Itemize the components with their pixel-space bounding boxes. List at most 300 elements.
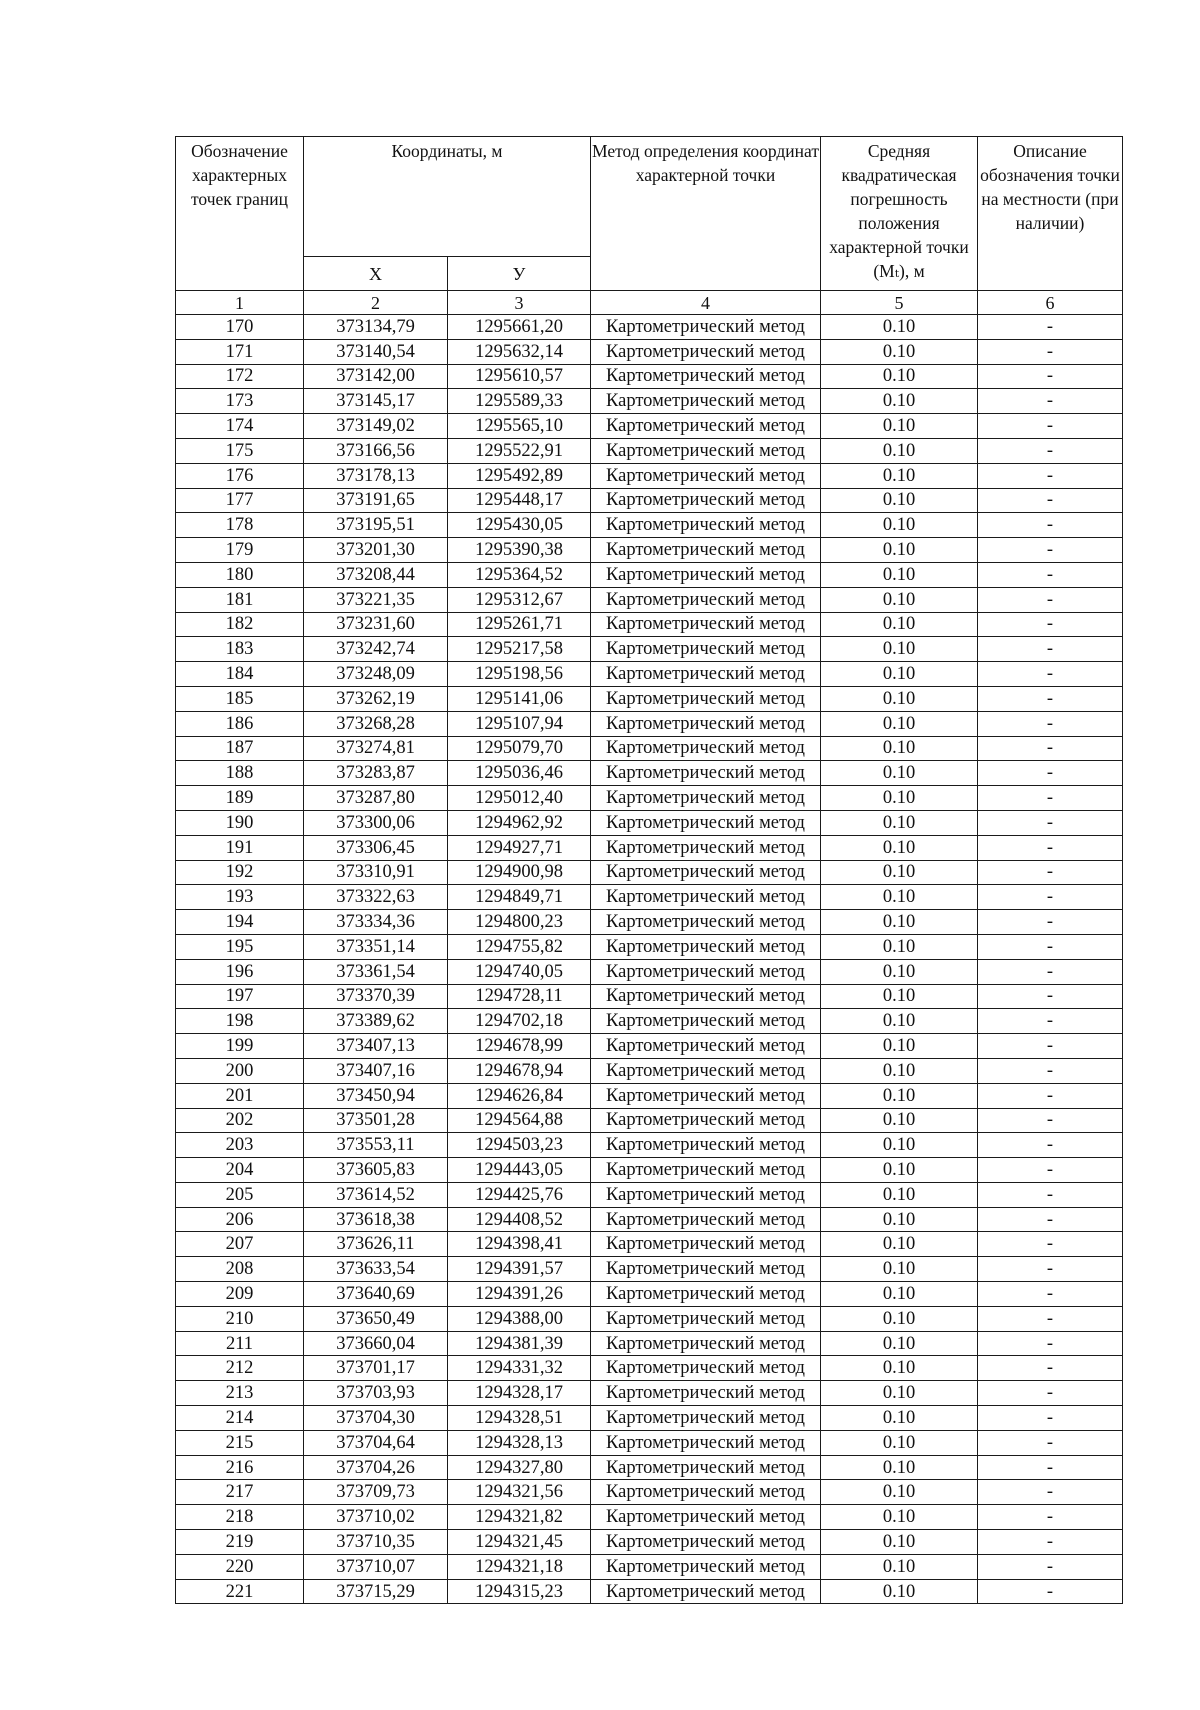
- x-coordinate-cell: 373300,06: [304, 810, 448, 835]
- description-cell: -: [978, 736, 1123, 761]
- error-cell: 0.10: [821, 637, 978, 662]
- x-coordinate-cell: 373715,29: [304, 1579, 448, 1604]
- error-cell: 0.10: [821, 1282, 978, 1307]
- point-number-cell: 205: [176, 1182, 304, 1207]
- point-number-cell: 206: [176, 1207, 304, 1232]
- error-cell: 0.10: [821, 1232, 978, 1257]
- method-cell: Картометрический метод: [591, 1356, 821, 1381]
- point-number-cell: 219: [176, 1530, 304, 1555]
- point-number-cell: 187: [176, 736, 304, 761]
- description-cell: -: [978, 438, 1123, 463]
- table-row: [176, 1207, 1123, 1232]
- y-coordinate-cell: 1294328,17: [448, 1381, 591, 1406]
- y-coordinate-cell: 1294381,39: [448, 1331, 591, 1356]
- method-cell: Картометрический метод: [591, 1331, 821, 1356]
- point-number-cell: 202: [176, 1108, 304, 1133]
- error-cell: 0.10: [821, 1554, 978, 1579]
- column-number: 3: [448, 291, 591, 315]
- x-coordinate-cell: 373208,44: [304, 562, 448, 587]
- x-coordinate-cell: 373283,87: [304, 761, 448, 786]
- description-cell: -: [978, 1530, 1123, 1555]
- x-coordinate-cell: 373142,00: [304, 364, 448, 389]
- x-coordinate-cell: 373704,64: [304, 1430, 448, 1455]
- x-coordinate-cell: 373274,81: [304, 736, 448, 761]
- point-number-cell: 176: [176, 463, 304, 488]
- y-coordinate-cell: 1294388,00: [448, 1306, 591, 1331]
- table-row: [176, 438, 1123, 463]
- method-cell: Картометрический метод: [591, 1158, 821, 1183]
- method-cell: Картометрический метод: [591, 835, 821, 860]
- y-coordinate-cell: 1294702,18: [448, 1009, 591, 1034]
- error-cell: 0.10: [821, 438, 978, 463]
- error-cell: 0.10: [821, 562, 978, 587]
- error-cell: 0.10: [821, 835, 978, 860]
- point-number-cell: 170: [176, 315, 304, 340]
- table-row: [176, 1232, 1123, 1257]
- error-cell: 0.10: [821, 1083, 978, 1108]
- header-description: Описание обозначения точки на местности (при наличии): [978, 137, 1123, 291]
- point-number-cell: 210: [176, 1306, 304, 1331]
- table-row: [176, 1009, 1123, 1034]
- y-coordinate-cell: 1294443,05: [448, 1158, 591, 1183]
- description-cell: -: [978, 1257, 1123, 1282]
- error-cell: 0.10: [821, 810, 978, 835]
- x-coordinate-cell: 373334,36: [304, 910, 448, 935]
- x-coordinate-cell: 373389,62: [304, 1009, 448, 1034]
- table-row: [176, 414, 1123, 439]
- error-cell: 0.10: [821, 1108, 978, 1133]
- y-coordinate-cell: 1295589,33: [448, 389, 591, 414]
- point-number-cell: 180: [176, 562, 304, 587]
- error-cell: 0.10: [821, 860, 978, 885]
- point-number-cell: 203: [176, 1133, 304, 1158]
- y-coordinate-cell: 1294391,26: [448, 1282, 591, 1307]
- description-cell: -: [978, 562, 1123, 587]
- method-cell: Картометрический метод: [591, 1009, 821, 1034]
- x-coordinate-cell: 373310,91: [304, 860, 448, 885]
- y-coordinate-cell: 1295661,20: [448, 315, 591, 340]
- error-cell: 0.10: [821, 1530, 978, 1555]
- description-cell: -: [978, 1331, 1123, 1356]
- y-coordinate-cell: 1294755,82: [448, 934, 591, 959]
- point-number-cell: 218: [176, 1505, 304, 1530]
- method-cell: Картометрический метод: [591, 1133, 821, 1158]
- x-coordinate-cell: 373322,63: [304, 885, 448, 910]
- x-coordinate-cell: 373351,14: [304, 934, 448, 959]
- method-cell: Картометрический метод: [591, 1579, 821, 1604]
- description-cell: -: [978, 364, 1123, 389]
- column-number: 4: [591, 291, 821, 315]
- point-number-cell: 178: [176, 513, 304, 538]
- y-coordinate-cell: 1294425,76: [448, 1182, 591, 1207]
- method-cell: Картометрический метод: [591, 1058, 821, 1083]
- header-y: У: [448, 257, 591, 291]
- y-coordinate-cell: 1294849,71: [448, 885, 591, 910]
- error-cell: 0.10: [821, 1207, 978, 1232]
- point-number-cell: 192: [176, 860, 304, 885]
- description-cell: -: [978, 959, 1123, 984]
- error-cell: 0.10: [821, 1306, 978, 1331]
- method-cell: Картометрический метод: [591, 1232, 821, 1257]
- y-coordinate-cell: 1294678,94: [448, 1058, 591, 1083]
- y-coordinate-cell: 1294564,88: [448, 1108, 591, 1133]
- point-number-cell: 177: [176, 488, 304, 513]
- x-coordinate-cell: 373140,54: [304, 339, 448, 364]
- description-cell: -: [978, 1282, 1123, 1307]
- method-cell: Картометрический метод: [591, 984, 821, 1009]
- error-cell: 0.10: [821, 513, 978, 538]
- table-row: [176, 463, 1123, 488]
- method-cell: Картометрический метод: [591, 1257, 821, 1282]
- error-cell: 0.10: [821, 984, 978, 1009]
- error-cell: 0.10: [821, 538, 978, 563]
- error-cell: 0.10: [821, 711, 978, 736]
- y-coordinate-cell: 1294962,92: [448, 810, 591, 835]
- method-cell: Картометрический метод: [591, 934, 821, 959]
- point-number-cell: 181: [176, 587, 304, 612]
- description-cell: -: [978, 1356, 1123, 1381]
- y-coordinate-cell: 1294800,23: [448, 910, 591, 935]
- column-number: 2: [304, 291, 448, 315]
- method-cell: Картометрический метод: [591, 1207, 821, 1232]
- point-number-cell: 200: [176, 1058, 304, 1083]
- error-cell: 0.10: [821, 786, 978, 811]
- method-cell: Картометрический метод: [591, 637, 821, 662]
- point-number-cell: 186: [176, 711, 304, 736]
- error-cell: 0.10: [821, 587, 978, 612]
- point-number-cell: 208: [176, 1257, 304, 1282]
- point-number-cell: 179: [176, 538, 304, 563]
- point-number-cell: 175: [176, 438, 304, 463]
- description-cell: -: [978, 1133, 1123, 1158]
- method-cell: Картометрический метод: [591, 959, 821, 984]
- point-number-cell: 221: [176, 1579, 304, 1604]
- y-coordinate-cell: 1294927,71: [448, 835, 591, 860]
- error-cell: 0.10: [821, 686, 978, 711]
- table-row: [176, 1257, 1123, 1282]
- y-coordinate-cell: 1294408,52: [448, 1207, 591, 1232]
- method-cell: Картометрический метод: [591, 1182, 821, 1207]
- table-row: [176, 562, 1123, 587]
- table-row: [176, 1282, 1123, 1307]
- method-cell: Картометрический метод: [591, 562, 821, 587]
- table-row: [176, 934, 1123, 959]
- error-cell: 0.10: [821, 1381, 978, 1406]
- y-coordinate-cell: 1295364,52: [448, 562, 591, 587]
- point-number-cell: 199: [176, 1034, 304, 1059]
- error-cell: 0.10: [821, 1158, 978, 1183]
- column-number-row: [176, 291, 1123, 315]
- description-cell: -: [978, 339, 1123, 364]
- point-number-cell: 212: [176, 1356, 304, 1381]
- table-row: [176, 1505, 1123, 1530]
- y-coordinate-cell: 1294321,18: [448, 1554, 591, 1579]
- method-cell: Картометрический метод: [591, 1530, 821, 1555]
- table-row: [176, 1331, 1123, 1356]
- description-cell: -: [978, 934, 1123, 959]
- y-coordinate-cell: 1294321,82: [448, 1505, 591, 1530]
- point-number-cell: 190: [176, 810, 304, 835]
- y-coordinate-cell: 1295036,46: [448, 761, 591, 786]
- error-cell: 0.10: [821, 364, 978, 389]
- method-cell: Картометрический метод: [591, 1282, 821, 1307]
- x-coordinate-cell: 373268,28: [304, 711, 448, 736]
- y-coordinate-cell: 1295012,40: [448, 786, 591, 811]
- method-cell: Картометрический метод: [591, 488, 821, 513]
- point-number-cell: 195: [176, 934, 304, 959]
- description-cell: -: [978, 488, 1123, 513]
- method-cell: Картометрический метод: [591, 1455, 821, 1480]
- description-cell: -: [978, 1579, 1123, 1604]
- method-cell: Картометрический метод: [591, 513, 821, 538]
- description-cell: -: [978, 786, 1123, 811]
- table-row: [176, 1356, 1123, 1381]
- x-coordinate-cell: 373704,26: [304, 1455, 448, 1480]
- error-cell: 0.10: [821, 463, 978, 488]
- table-row: [176, 1058, 1123, 1083]
- description-cell: -: [978, 315, 1123, 340]
- table-row: [176, 1133, 1123, 1158]
- description-cell: -: [978, 1406, 1123, 1431]
- table-row: [176, 910, 1123, 935]
- table-row: [176, 984, 1123, 1009]
- table-row: [176, 736, 1123, 761]
- table-row: [176, 835, 1123, 860]
- description-cell: -: [978, 513, 1123, 538]
- y-coordinate-cell: 1295448,17: [448, 488, 591, 513]
- x-coordinate-cell: 373626,11: [304, 1232, 448, 1257]
- table-row: [176, 389, 1123, 414]
- method-cell: Картометрический метод: [591, 339, 821, 364]
- y-coordinate-cell: 1295107,94: [448, 711, 591, 736]
- point-number-cell: 198: [176, 1009, 304, 1034]
- y-coordinate-cell: 1294678,99: [448, 1034, 591, 1059]
- description-cell: -: [978, 1034, 1123, 1059]
- error-cell: 0.10: [821, 1133, 978, 1158]
- description-cell: -: [978, 538, 1123, 563]
- method-cell: Картометрический метод: [591, 438, 821, 463]
- table-row: [176, 761, 1123, 786]
- description-cell: -: [978, 1306, 1123, 1331]
- y-coordinate-cell: 1294900,98: [448, 860, 591, 885]
- description-cell: -: [978, 612, 1123, 637]
- y-coordinate-cell: 1295632,14: [448, 339, 591, 364]
- point-number-cell: 211: [176, 1331, 304, 1356]
- description-cell: -: [978, 637, 1123, 662]
- y-coordinate-cell: 1295565,10: [448, 414, 591, 439]
- description-cell: -: [978, 810, 1123, 835]
- error-cell: 0.10: [821, 1505, 978, 1530]
- description-cell: -: [978, 1430, 1123, 1455]
- description-cell: -: [978, 1207, 1123, 1232]
- table-row: [176, 1034, 1123, 1059]
- table-row: [176, 810, 1123, 835]
- error-cell: 0.10: [821, 761, 978, 786]
- table-row: [176, 1182, 1123, 1207]
- method-cell: Картометрический метод: [591, 612, 821, 637]
- error-cell: 0.10: [821, 315, 978, 340]
- table-row: [176, 711, 1123, 736]
- table-row: [176, 637, 1123, 662]
- method-cell: Картометрический метод: [591, 1406, 821, 1431]
- table-row: [176, 885, 1123, 910]
- error-cell: 0.10: [821, 910, 978, 935]
- error-cell: 0.10: [821, 1430, 978, 1455]
- description-cell: -: [978, 1158, 1123, 1183]
- table-row: [176, 488, 1123, 513]
- x-coordinate-cell: 373287,80: [304, 786, 448, 811]
- y-coordinate-cell: 1295217,58: [448, 637, 591, 662]
- table-row: [176, 686, 1123, 711]
- x-coordinate-cell: 373221,35: [304, 587, 448, 612]
- x-coordinate-cell: 373710,02: [304, 1505, 448, 1530]
- method-cell: Картометрический метод: [591, 389, 821, 414]
- description-cell: -: [978, 835, 1123, 860]
- error-cell: 0.10: [821, 959, 978, 984]
- header-mean-square-error: Средняя квадратическая погрешность положения характерной точки (Mₜ), м: [821, 137, 978, 291]
- point-number-cell: 194: [176, 910, 304, 935]
- y-coordinate-cell: 1295390,38: [448, 538, 591, 563]
- description-cell: -: [978, 463, 1123, 488]
- y-coordinate-cell: 1295141,06: [448, 686, 591, 711]
- point-number-cell: 185: [176, 686, 304, 711]
- table-row: [176, 364, 1123, 389]
- y-coordinate-cell: 1294327,80: [448, 1455, 591, 1480]
- method-cell: Картометрический метод: [591, 761, 821, 786]
- y-coordinate-cell: 1295522,91: [448, 438, 591, 463]
- table-row: [176, 1455, 1123, 1480]
- point-number-cell: 217: [176, 1480, 304, 1505]
- y-coordinate-cell: 1294321,56: [448, 1480, 591, 1505]
- method-cell: Картометрический метод: [591, 364, 821, 389]
- description-cell: -: [978, 1083, 1123, 1108]
- table-row: [176, 786, 1123, 811]
- method-cell: Картометрический метод: [591, 885, 821, 910]
- table-row: [176, 1083, 1123, 1108]
- error-cell: 0.10: [821, 1406, 978, 1431]
- x-coordinate-cell: 373306,45: [304, 835, 448, 860]
- boundary-points-table: [175, 136, 1123, 1604]
- column-number: 6: [978, 291, 1123, 315]
- y-coordinate-cell: 1294398,41: [448, 1232, 591, 1257]
- x-coordinate-cell: 373231,60: [304, 612, 448, 637]
- method-cell: Картометрический метод: [591, 686, 821, 711]
- method-cell: Картометрический метод: [591, 662, 821, 687]
- description-cell: -: [978, 1009, 1123, 1034]
- table-row: [176, 1430, 1123, 1455]
- x-coordinate-cell: 373633,54: [304, 1257, 448, 1282]
- method-cell: Картометрический метод: [591, 1505, 821, 1530]
- description-cell: -: [978, 1505, 1123, 1530]
- x-coordinate-cell: 373242,74: [304, 637, 448, 662]
- error-cell: 0.10: [821, 612, 978, 637]
- method-cell: Картометрический метод: [591, 711, 821, 736]
- method-cell: Картометрический метод: [591, 910, 821, 935]
- y-coordinate-cell: 1295261,71: [448, 612, 591, 637]
- method-cell: Картометрический метод: [591, 1034, 821, 1059]
- x-coordinate-cell: 373370,39: [304, 984, 448, 1009]
- x-coordinate-cell: 373191,65: [304, 488, 448, 513]
- x-coordinate-cell: 373407,16: [304, 1058, 448, 1083]
- x-coordinate-cell: 373660,04: [304, 1331, 448, 1356]
- x-coordinate-cell: 373201,30: [304, 538, 448, 563]
- error-cell: 0.10: [821, 339, 978, 364]
- point-number-cell: 193: [176, 885, 304, 910]
- header-x: X: [304, 257, 448, 291]
- table-row: [176, 1158, 1123, 1183]
- method-cell: Картометрический метод: [591, 1306, 821, 1331]
- method-cell: Картометрический метод: [591, 463, 821, 488]
- y-coordinate-cell: 1295610,57: [448, 364, 591, 389]
- x-coordinate-cell: 373407,13: [304, 1034, 448, 1059]
- x-coordinate-cell: 373178,13: [304, 463, 448, 488]
- point-number-cell: 215: [176, 1430, 304, 1455]
- method-cell: Картометрический метод: [591, 810, 821, 835]
- x-coordinate-cell: 373248,09: [304, 662, 448, 687]
- error-cell: 0.10: [821, 1480, 978, 1505]
- point-number-cell: 183: [176, 637, 304, 662]
- method-cell: Картометрический метод: [591, 538, 821, 563]
- table-row: [176, 959, 1123, 984]
- x-coordinate-cell: 373605,83: [304, 1158, 448, 1183]
- error-cell: 0.10: [821, 414, 978, 439]
- description-cell: -: [978, 1455, 1123, 1480]
- y-coordinate-cell: 1294315,23: [448, 1579, 591, 1604]
- x-coordinate-cell: 373701,17: [304, 1356, 448, 1381]
- x-coordinate-cell: 373709,73: [304, 1480, 448, 1505]
- y-coordinate-cell: 1295492,89: [448, 463, 591, 488]
- table-row: [176, 315, 1123, 340]
- error-cell: 0.10: [821, 1009, 978, 1034]
- error-cell: 0.10: [821, 1058, 978, 1083]
- table-row: [176, 1381, 1123, 1406]
- y-coordinate-cell: 1294328,13: [448, 1430, 591, 1455]
- error-cell: 0.10: [821, 1455, 978, 1480]
- y-coordinate-cell: 1294328,51: [448, 1406, 591, 1431]
- description-cell: -: [978, 711, 1123, 736]
- point-number-cell: 213: [176, 1381, 304, 1406]
- y-coordinate-cell: 1295312,67: [448, 587, 591, 612]
- table-row: [176, 1579, 1123, 1604]
- point-number-cell: 209: [176, 1282, 304, 1307]
- x-coordinate-cell: 373618,38: [304, 1207, 448, 1232]
- column-number: 5: [821, 291, 978, 315]
- description-cell: -: [978, 414, 1123, 439]
- method-cell: Картометрический метод: [591, 1554, 821, 1579]
- description-cell: -: [978, 587, 1123, 612]
- y-coordinate-cell: 1294391,57: [448, 1257, 591, 1282]
- y-coordinate-cell: 1295079,70: [448, 736, 591, 761]
- point-number-cell: 214: [176, 1406, 304, 1431]
- method-cell: Картометрический метод: [591, 1108, 821, 1133]
- point-number-cell: 189: [176, 786, 304, 811]
- error-cell: 0.10: [821, 1579, 978, 1604]
- error-cell: 0.10: [821, 1034, 978, 1059]
- method-cell: Картометрический метод: [591, 736, 821, 761]
- point-number-cell: 220: [176, 1554, 304, 1579]
- error-cell: 0.10: [821, 488, 978, 513]
- method-cell: Картометрический метод: [591, 1480, 821, 1505]
- error-cell: 0.10: [821, 934, 978, 959]
- point-number-cell: 216: [176, 1455, 304, 1480]
- y-coordinate-cell: 1295430,05: [448, 513, 591, 538]
- description-cell: -: [978, 761, 1123, 786]
- x-coordinate-cell: 373650,49: [304, 1306, 448, 1331]
- y-coordinate-cell: 1295198,56: [448, 662, 591, 687]
- table-row: [176, 1406, 1123, 1431]
- x-coordinate-cell: 373262,19: [304, 686, 448, 711]
- error-cell: 0.10: [821, 662, 978, 687]
